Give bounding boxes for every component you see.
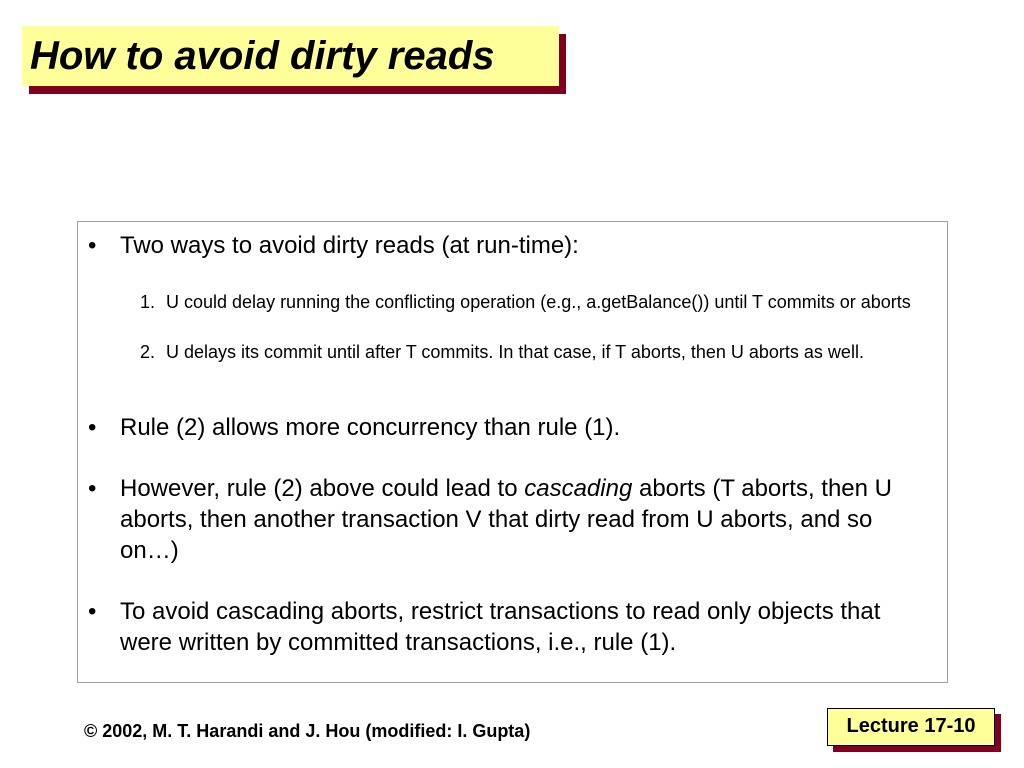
content-box: [77, 221, 948, 683]
bullet-text: [120, 473, 933, 566]
item-number: 1.: [140, 292, 156, 312]
title-box: [22, 26, 559, 86]
bullet-item: [88, 473, 933, 566]
numbered-text: U could delay running the conflicting operation (e.g., a.getBalance()) until T commits or aborts: [166, 292, 911, 312]
bullet-item: [88, 596, 933, 658]
bullet-marker: •: [88, 598, 97, 625]
bullet-text: To avoid cascading aborts, restrict transactions to read only objects that were written by committed transactions, i.e., rule (1).: [120, 598, 881, 656]
bullet-item: [88, 230, 933, 261]
bullet-item: [88, 412, 933, 443]
bullet-emphasis: cascading: [524, 475, 633, 502]
slide-title: How to avoid dirty reads: [30, 34, 495, 78]
numbered-item: [140, 340, 930, 365]
bullet-text-part: However, rule (2) above could lead to: [120, 475, 525, 502]
bullet-marker: •: [88, 414, 97, 441]
item-number: 2.: [140, 342, 156, 362]
copyright-footer: © 2002, M. T. Harandi and J. Hou (modified: I. Gupta): [84, 721, 531, 741]
numbered-text: U delays its commit until after T commits. In that case, if T aborts, then U aborts as well.: [166, 342, 864, 362]
bullet-text: Rule (2) allows more concurrency than rule (1).: [120, 414, 621, 441]
bullet-text: Two ways to avoid dirty reads (at run-time):: [120, 232, 579, 259]
bullet-marker: •: [88, 232, 97, 259]
bullet-text-part: aborts (T aborts, then U aborts, then another transaction V that dirty read from U aborts, and so on…): [120, 475, 892, 564]
numbered-item: [140, 290, 930, 315]
bullet-marker: •: [88, 475, 97, 502]
lecture-badge: Lecture 17-10: [827, 708, 995, 746]
